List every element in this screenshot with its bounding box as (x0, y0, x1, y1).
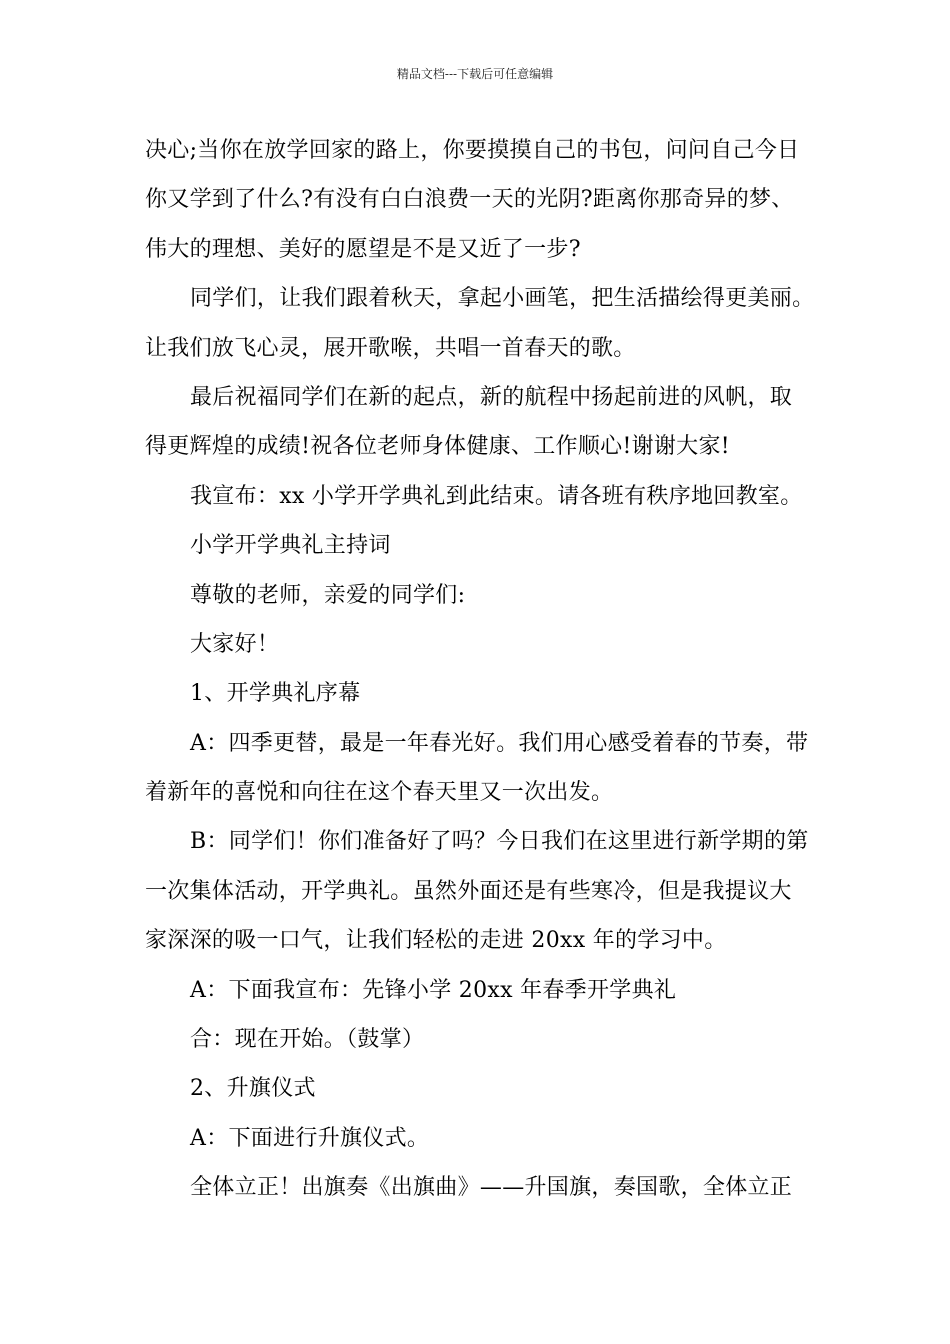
section-heading: 2、升旗仪式 (190, 1076, 316, 1102)
document-body (145, 126, 815, 1213)
text-line: A：下面我宣布：先锋小学 20xx 年春季开学典礼 (190, 977, 677, 1003)
text-line: A：下面进行升旗仪式。 (190, 1125, 430, 1151)
text-line: 合：现在开始。（鼓掌） (190, 1027, 425, 1053)
section-heading: 1、开学典礼序幕 (190, 681, 361, 707)
text-line: 着新年的喜悦和向往在这个春天里又一次出发。 (145, 780, 614, 806)
text-line: 你又学到了什么?有没有白白浪费一天的光阴?距离你那奇异的梦、 (145, 187, 794, 213)
page-header: 精品文档---下载后可任意编辑 (396, 67, 554, 81)
text-line: 我宣布：xx 小学开学典礼到此结束。请各班有秩序地回教室。 (190, 483, 803, 509)
text-line: 全体立正！出旗奏《出旗曲》——升国旗，奏国歌，全体立正 (190, 1175, 793, 1201)
text-line: 得更辉煌的成绩!祝各位老师身体健康、工作顺心!谢谢大家! (145, 434, 730, 460)
text-line: A：四季更替，最是一年春光好。我们用心感受着春的节奏，带 (190, 730, 809, 756)
section-heading: 小学开学典礼主持词 (190, 533, 391, 559)
text-line: 大家好！ (190, 631, 280, 657)
text-line: 让我们放飞心灵，展开歌喉，共唱一首春天的歌。 (145, 335, 636, 361)
text-line: B：同学们！你们准备好了吗？今日我们在这里进行新学期的第 (190, 829, 809, 855)
text-line: 最后祝福同学们在新的起点，新的航程中扬起前进的风帆，取 (190, 384, 793, 410)
text-line: 同学们，让我们跟着秋天，拿起小画笔，把生活描绘得更美丽。 (190, 286, 815, 312)
text-line: 一次集体活动，开学典礼。虽然外面还是有些寒冷，但是我提议大 (145, 878, 792, 904)
text-line: 伟大的理想、美好的愿望是不是又近了一步? (145, 236, 581, 262)
text-line: 决心;当你在放学回家的路上，你要摸摸自己的书包，问问自己今日 (145, 138, 800, 163)
text-line: 家深深的吸一口气，让我们轻松的走进 20xx 年的学习中。 (145, 928, 727, 954)
text-line: 尊敬的老师，亲爱的同学们: (190, 582, 466, 608)
